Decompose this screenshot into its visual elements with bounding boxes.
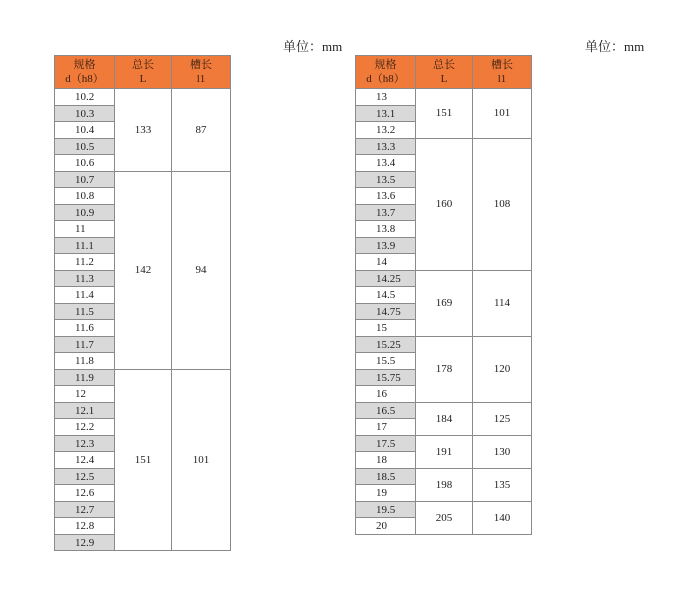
length-group [115, 370, 231, 552]
slot-length-cell: 125 [473, 403, 532, 436]
spec-cell: 15.25 [356, 337, 416, 354]
spec-cell: 12.2 [55, 419, 115, 436]
header-spec-title: 规格 [73, 59, 96, 71]
length-group [416, 502, 532, 535]
spec-cell: 12.8 [55, 518, 115, 535]
length-group [115, 89, 231, 172]
total-length-cell: 169 [416, 271, 473, 337]
spec-cell: 10.3 [55, 106, 115, 123]
spec-cell: 11.9 [55, 370, 115, 387]
length-group [416, 436, 532, 469]
total-length-cell: 191 [416, 436, 473, 469]
spec-cell: 11.5 [55, 304, 115, 321]
spec-cell: 13.9 [356, 238, 416, 255]
table-body [55, 89, 231, 551]
spec-column [55, 89, 115, 551]
spec-cell: 13.8 [356, 221, 416, 238]
spec-cell: 11.6 [55, 320, 115, 337]
spec-cell: 12.7 [55, 502, 115, 519]
spec-cell: 16 [356, 386, 416, 403]
spec-cell: 10.7 [55, 172, 115, 189]
length-groups [115, 89, 231, 551]
slot-length-cell: 120 [473, 337, 532, 403]
spec-cell: 15.5 [356, 353, 416, 370]
header-spec-sub: d（h8） [65, 73, 104, 85]
spec-cell: 12.6 [55, 485, 115, 502]
spec-cell: 13.1 [356, 106, 416, 123]
length-group [416, 271, 532, 337]
spec-cell: 11 [55, 221, 115, 238]
header-slot-length [473, 56, 532, 89]
spec-cell: 14.25 [356, 271, 416, 288]
header-slot-length-title: 槽长 [491, 59, 513, 71]
spec-cell: 13.7 [356, 205, 416, 222]
spec-cell: 12.4 [55, 452, 115, 469]
length-group [416, 337, 532, 403]
spec-cell: 18 [356, 452, 416, 469]
spec-cell: 12.3 [55, 436, 115, 453]
spec-cell: 17 [356, 419, 416, 436]
slot-length-cell: 94 [172, 172, 231, 370]
total-length-cell: 198 [416, 469, 473, 502]
spec-cell: 13.4 [356, 155, 416, 172]
slot-length-cell: 101 [172, 370, 231, 552]
spec-cell: 13.2 [356, 122, 416, 139]
table-header [356, 56, 532, 89]
spec-cell: 19.5 [356, 502, 416, 519]
spec-cell: 15 [356, 320, 416, 337]
header-spec-title: 规格 [374, 59, 397, 71]
table-body [356, 89, 532, 535]
length-group [115, 172, 231, 370]
spec-cell: 10.5 [55, 139, 115, 156]
total-length-cell: 142 [115, 172, 172, 370]
spec-cell: 19 [356, 485, 416, 502]
unit-label-right: 单位：mm [585, 39, 645, 54]
table-header [55, 56, 231, 89]
spec-cell: 13.6 [356, 188, 416, 205]
slot-length-cell: 114 [473, 271, 532, 337]
header-total-length-title: 总长 [132, 59, 154, 71]
total-length-cell: 133 [115, 89, 172, 172]
spec-cell: 15.75 [356, 370, 416, 387]
spec-cell: 11.7 [55, 337, 115, 354]
header-total-length-sub: L [139, 73, 147, 85]
total-length-cell: 160 [416, 139, 473, 271]
length-group [416, 139, 532, 271]
header-spec [55, 56, 115, 89]
spec-table-2 [355, 55, 532, 535]
slot-length-cell: 87 [172, 89, 231, 172]
total-length-cell: 151 [115, 370, 172, 552]
slot-length-cell: 108 [473, 139, 532, 271]
spec-cell: 17.5 [356, 436, 416, 453]
spec-cell: 12.9 [55, 535, 115, 552]
total-length-cell: 184 [416, 403, 473, 436]
slot-length-cell: 130 [473, 436, 532, 469]
spec-cell: 10.6 [55, 155, 115, 172]
length-groups [416, 89, 532, 535]
spec-cell: 18.5 [356, 469, 416, 486]
header-slot-length [172, 56, 231, 89]
total-length-cell: 205 [416, 502, 473, 535]
spec-cell: 11.1 [55, 238, 115, 255]
spec-cell: 12.1 [55, 403, 115, 420]
spec-cell: 10.4 [55, 122, 115, 139]
spec-cell: 11.4 [55, 287, 115, 304]
slot-length-cell: 140 [473, 502, 532, 535]
header-total-length-title: 总长 [433, 59, 455, 71]
header-slot-length-title: 槽长 [190, 59, 212, 71]
spec-cell: 10.2 [55, 89, 115, 106]
total-length-cell: 178 [416, 337, 473, 403]
header-total-length-sub: L [440, 73, 448, 85]
spec-cell: 10.9 [55, 205, 115, 222]
spec-cell: 13.5 [356, 172, 416, 189]
spec-column [356, 89, 416, 535]
total-length-cell: 151 [416, 89, 473, 139]
spec-cell: 12 [55, 386, 115, 403]
header-total-length [416, 56, 473, 89]
slot-length-cell: 135 [473, 469, 532, 502]
header-spec-sub: d（h8） [366, 73, 405, 85]
spec-cell: 13.3 [356, 139, 416, 156]
header-slot-length-sub: l1 [497, 73, 507, 85]
spec-cell: 10.8 [55, 188, 115, 205]
spec-cell: 16.5 [356, 403, 416, 420]
spec-cell: 11.8 [55, 353, 115, 370]
header-spec [356, 56, 416, 89]
length-group [416, 469, 532, 502]
spec-cell: 12.5 [55, 469, 115, 486]
spec-cell: 11.3 [55, 271, 115, 288]
spec-cell: 14.75 [356, 304, 416, 321]
spec-cell: 14.5 [356, 287, 416, 304]
header-slot-length-sub: l1 [196, 73, 206, 85]
length-group [416, 89, 532, 139]
length-group [416, 403, 532, 436]
spec-cell: 20 [356, 518, 416, 535]
spec-cell: 13 [356, 89, 416, 106]
spec-cell: 11.2 [55, 254, 115, 271]
unit-label-left: 单位：mm [283, 39, 343, 54]
slot-length-cell: 101 [473, 89, 532, 139]
header-total-length [115, 56, 172, 89]
spec-cell: 14 [356, 254, 416, 271]
spec-table-1 [54, 55, 231, 551]
